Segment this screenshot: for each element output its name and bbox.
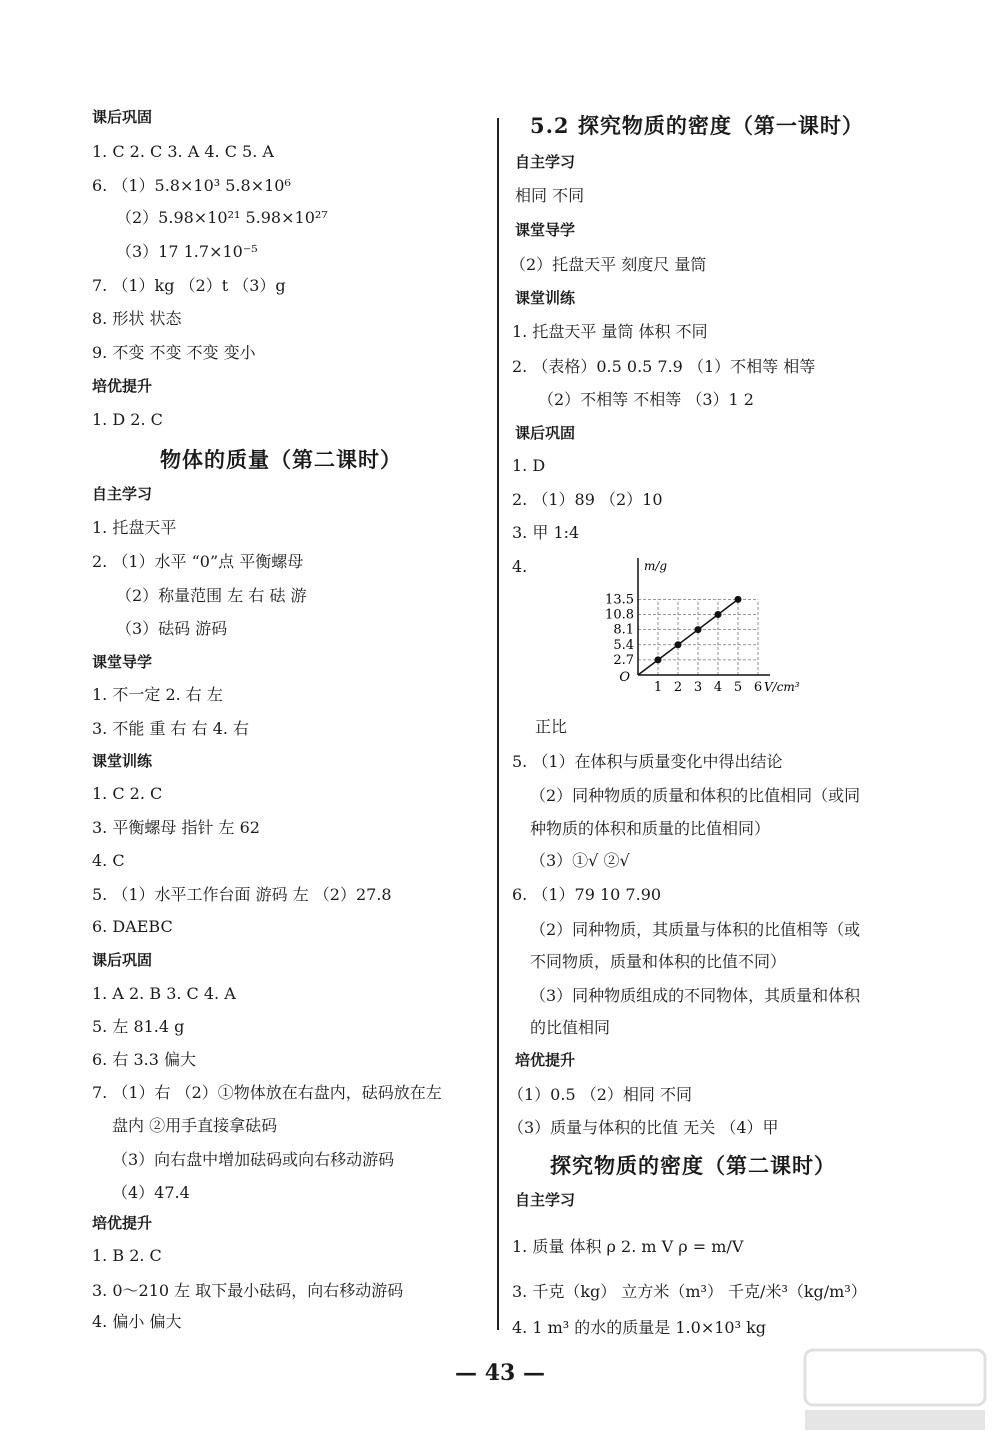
- y-axis-label: m/g: [644, 559, 668, 573]
- answer-line: （1）0.5 （2）相同 不同: [508, 1085, 692, 1104]
- lesson-title: 探究物质的密度（第二课时）: [550, 1153, 836, 1178]
- column-divider: [497, 118, 499, 1330]
- data-point: [715, 611, 722, 618]
- answer-line: 的比值相同: [530, 1018, 611, 1037]
- y-tick-label: 13.5: [605, 592, 634, 608]
- data-point: [695, 626, 702, 633]
- section-heading: 课后巩固: [92, 951, 153, 969]
- section-heading: 培优提升: [515, 1051, 576, 1069]
- section-heading: 课堂训练: [92, 752, 153, 770]
- answer-line: 5. 左 81.4 g: [92, 1017, 185, 1036]
- answer-line: 6. （1）5.8×10³ 5.8×10⁶: [92, 176, 291, 195]
- x-tick-label: 3: [693, 680, 703, 695]
- answer-line: 4. C: [92, 851, 125, 870]
- answer-line: （2）称量范围 左 右 砝 游: [116, 586, 307, 605]
- section-heading: 课堂导学: [515, 221, 576, 239]
- x-tick-label: 5: [733, 680, 743, 695]
- answer-line: （2）同种物质的质量和体积的比值相同（或同: [530, 786, 861, 805]
- answer-line: （2）5.98×10²¹ 5.98×10²⁷: [116, 208, 328, 227]
- section-heading: 自主学习: [92, 485, 153, 503]
- data-point: [735, 596, 742, 603]
- answer-line: 3. 甲 1:4: [512, 523, 580, 542]
- x-tick-label: 4: [713, 680, 723, 695]
- answer-line: 不同物质，质量和体积的比值不同）: [530, 952, 787, 971]
- answer-line: 1. 托盘天平: [92, 518, 177, 537]
- answer-line: （3）①√ ②√: [530, 851, 630, 870]
- lesson-title: 5.2 探究物质的密度（第一课时）: [530, 113, 864, 138]
- series-line: [638, 599, 738, 675]
- watermark-logo: [800, 1340, 990, 1435]
- answer-line: （3）砝码 游码: [116, 619, 228, 638]
- answer-line: 3. 千克（kg） 立方米（m³） 千克/米³（kg/m³）: [512, 1282, 867, 1301]
- answer-line: 9. 不变 不变 不变 变小: [92, 343, 256, 362]
- answer-line: 4.: [512, 557, 528, 576]
- x-tick-label: 6: [753, 680, 763, 695]
- section-heading: 培优提升: [92, 377, 153, 395]
- data-point: [675, 641, 682, 648]
- answer-line: 8. 形状 状态: [92, 309, 182, 328]
- answer-line: 1. B 2. C: [92, 1246, 162, 1265]
- section-heading: 课堂训练: [515, 289, 576, 307]
- answer-line: （2）不相等 不相等 （3）1 2: [538, 390, 754, 409]
- answer-line: 2. （表格）0.5 0.5 7.9 （1）不相等 相等: [512, 357, 816, 376]
- section-heading: 自主学习: [515, 1191, 576, 1209]
- answer-line: （3）向右盘中增加砝码或向右移动游码: [112, 1150, 395, 1169]
- answer-line: 1. D: [512, 456, 546, 475]
- answer-line: 4. 偏小 偏大: [92, 1312, 182, 1331]
- y-tick-label: 10.8: [605, 607, 634, 623]
- answer-line: 1. 不一定 2. 右 左: [92, 685, 223, 704]
- lesson-title: 物体的质量（第二课时）: [160, 447, 402, 472]
- answer-line: 盘内 ②用手直接拿砝码: [112, 1116, 278, 1135]
- answer-line: 1. 质量 体积 ρ 2. m V ρ = m/V: [512, 1237, 744, 1256]
- answer-line: 正比: [535, 717, 568, 736]
- answer-line: 6. 右 3.3 偏大: [92, 1050, 196, 1069]
- answer-line: 相同 不同: [515, 186, 585, 205]
- section-heading: 课后巩固: [92, 108, 153, 126]
- section-heading: 自主学习: [515, 153, 576, 171]
- answer-line: 4. 1 m³ 的水的质量是 1.0×10³ kg: [512, 1318, 767, 1337]
- data-point: [655, 656, 662, 663]
- section-heading: 培优提升: [92, 1214, 153, 1232]
- answer-line: 7. （1）右 （2）①物体放在右盘内，砝码放在左: [92, 1083, 442, 1102]
- answer-line: 3. 不能 重 右 右 4. 右: [92, 719, 250, 738]
- answer-line: 2. （1）89 （2）10: [512, 490, 663, 509]
- y-tick-label: 2.7: [613, 652, 634, 668]
- answer-line: 1. C 2. C 3. A 4. C 5. A: [92, 142, 274, 161]
- section-heading: 课后巩固: [515, 424, 576, 442]
- answer-line: 1. 托盘天平 量筒 体积 不同: [512, 322, 708, 341]
- answer-line: 7. （1）kg （2）t （3）g: [92, 276, 286, 295]
- y-tick-label: 8.1: [613, 622, 634, 638]
- answer-line: 1. C 2. C: [92, 784, 163, 803]
- x-tick-label: 2: [673, 680, 683, 695]
- answer-line: 3. 平衡螺母 指针 左 62: [92, 818, 260, 837]
- answer-line: 1. D 2. C: [92, 410, 163, 429]
- answer-line: 6. （1）79 10 7.90: [512, 885, 662, 904]
- origin-label: O: [619, 670, 630, 685]
- page-number: — 43 —: [455, 1360, 545, 1386]
- y-tick-label: 5.4: [613, 637, 634, 653]
- answer-line: （3）质量与体积的比值 无关 （4）甲: [508, 1118, 779, 1137]
- answer-line: 3. 0～210 左 取下最小砝码，向右移动游码: [92, 1281, 404, 1300]
- answer-line: （2）托盘天平 刻度尺 量筒: [510, 255, 707, 274]
- answer-line: （4）47.4: [112, 1183, 190, 1202]
- section-heading: 课堂导学: [92, 653, 153, 671]
- answer-line: （3）同种物质组成的不同物体，其质量和体积: [530, 986, 861, 1005]
- answer-line: （3）17 1.7×10⁻⁵: [116, 242, 258, 261]
- answer-line: （2）同种物质，其质量与体积的比值相等（或: [530, 920, 861, 939]
- answer-line: 种物质的体积和质量的比值相同）: [530, 819, 771, 838]
- answer-line: 5. （1）在体积与质量变化中得出结论: [512, 752, 783, 771]
- answer-line: 6. DAEBC: [92, 917, 173, 936]
- mass-volume-chart: [598, 550, 818, 700]
- answer-line: 5. （1）水平工作台面 游码 左 （2）27.8: [92, 885, 392, 904]
- x-axis-label: V/cm³: [764, 680, 800, 694]
- answer-line: 2. （1）水平 “0”点 平衡螺母: [92, 552, 304, 571]
- x-tick-label: 1: [653, 680, 663, 695]
- answer-line: 1. A 2. B 3. C 4. A: [92, 984, 236, 1003]
